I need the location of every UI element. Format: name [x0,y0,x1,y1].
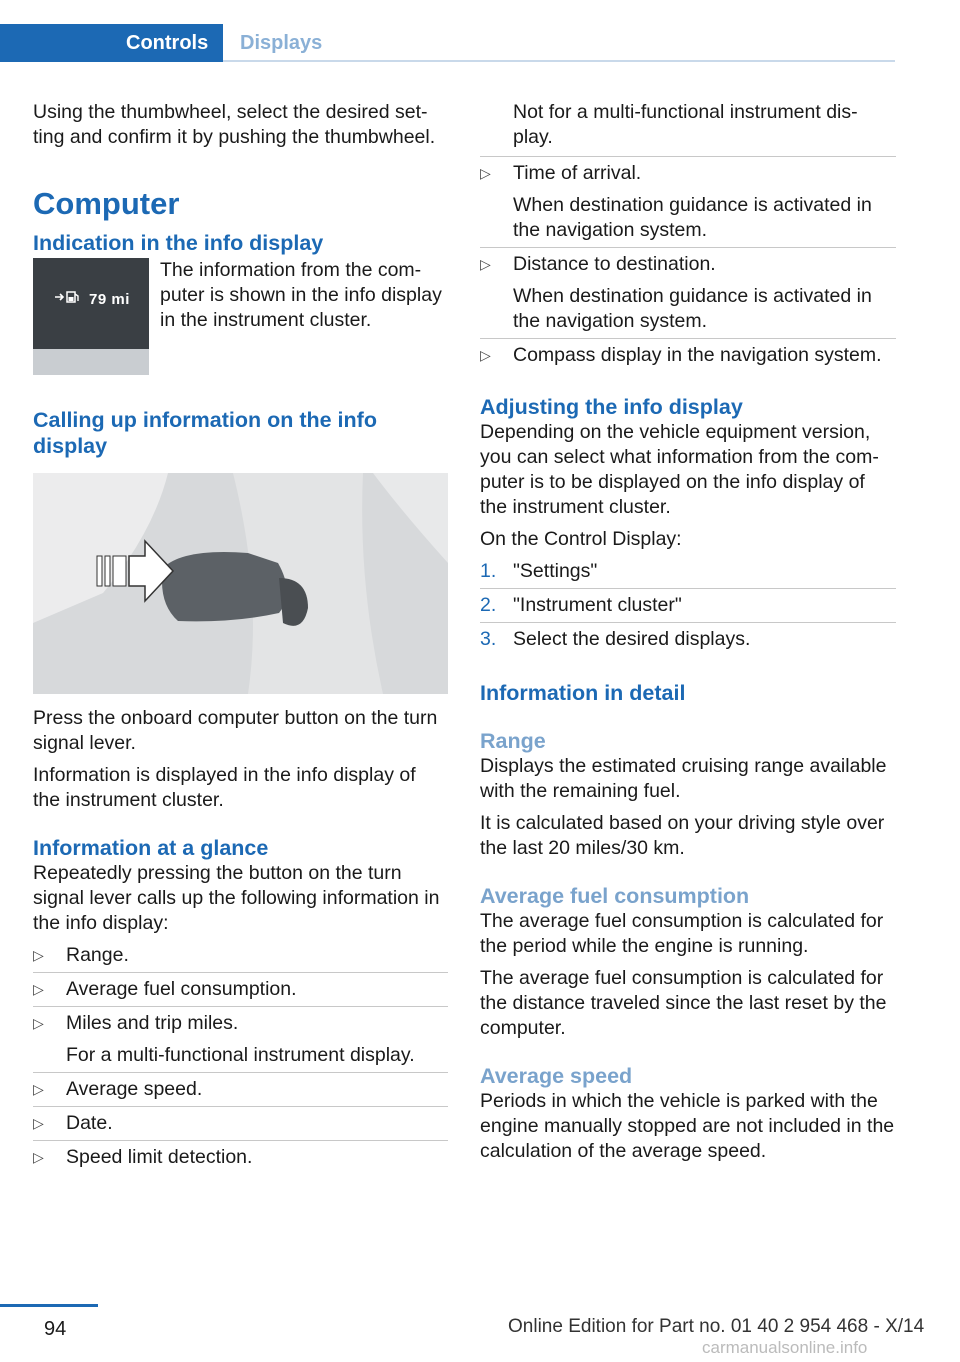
heading-range: Range [480,729,546,753]
section-tab-controls[interactable]: Controls [0,24,223,62]
page-number: 94 [44,1318,67,1340]
info-display-image [33,258,149,375]
heading-avg-speed: Average speed [480,1064,633,1088]
glance-text: Repeatedly pressing the button on the turn signal lever calls up the following information in the info display: [33,862,440,934]
adjusting-text: Depending on the vehicle equipment version, you can select what information from the com-puter is to be displayed on the info display of the instrument cluster. [480,421,879,518]
avg-speed-text: Periods in which the vehicle is parked with the engine manually stopped are not included in the calculation of the average speed. [480,1090,895,1162]
watermark: carmanualsonline.info [702,1338,868,1357]
list-item: ▷ Range. [33,939,448,973]
range-readout: 79 mi [89,291,130,308]
info-display-band [33,349,149,375]
heading-indication: Indication in the info display [33,231,324,255]
triangle-bullet-icon: ▷ [33,1115,44,1131]
list-item: ▷ Miles and trip miles. For a multi-functional instrument display. [33,1007,448,1073]
range-text-2: It is calculated based on your driving style over the last 20 miles/30 km. [480,812,885,859]
steps-list [480,555,896,656]
list-item: 3. Select the desired displays. [480,628,751,650]
list-item: ▷ Date. [33,1107,448,1141]
control-display-text: On the Control Display: [480,528,682,550]
left-column [33,100,448,1174]
heading-glance: Information at a glance [33,836,269,860]
triangle-bullet-icon: ▷ [33,1015,44,1031]
indication-text: The information from the com-puter is shown in the info display in the instrument cluster. [160,259,442,331]
list-item: ▷ Average fuel consumption. [33,973,448,1007]
triangle-bullet-icon: ▷ [33,947,44,963]
heading-detail: Information in detail [480,681,686,705]
edition-text: Online Edition for Part no. 01 40 2 954 468 - X/14 [508,1316,925,1337]
lever-drawing [33,473,448,694]
info-text: Information is displayed in the info display of the instrument cluster. [33,764,416,811]
triangle-bullet-icon: ▷ [33,981,44,997]
triangle-bullet-icon: ▷ [480,256,491,272]
avg-fuel-text-1: The average fuel consumption is calculated for the period while the engine is running. [480,910,884,957]
range-fuel-icon [54,290,84,304]
heading-calling: Calling up information on the info display [33,408,377,458]
list-item: ▷ Time of arrival. When destination guidance is activated in the navigation system. [480,157,896,248]
indication-block [33,258,448,379]
list-item: ▷ Compass display in the navigation system. [480,344,882,366]
list-item: ▷ Speed limit detection. [33,1146,253,1168]
triangle-bullet-icon: ▷ [480,347,491,363]
intro-text: Using the thumbwheel, select the desired set-ting and confirm it by pushing the thumbwheel. [33,101,436,148]
glance-list [33,939,448,1174]
press-text: Press the onboard computer button on the turn signal lever. [33,707,438,754]
heading-adjusting: Adjusting the info display [480,395,743,419]
list-item: ▷ Average speed. [33,1073,448,1107]
triangle-bullet-icon: ▷ [480,165,491,181]
glance-list-continued [480,157,896,372]
footer-rule [0,1304,98,1307]
continued-text: Not for a multi-functional instrument dis-play. [480,100,896,157]
avg-fuel-text-2: The average fuel consumption is calculated for the distance traveled since the last reset by the computer. [480,967,887,1039]
header-rule [223,60,895,62]
triangle-bullet-icon: ▷ [33,1149,44,1165]
turn-signal-lever-illustration [33,473,448,694]
page-header [0,24,895,62]
heading-computer: Computer [33,186,180,221]
list-item: 2. "Instrument cluster" [480,589,896,623]
section-tab-displays[interactable]: Displays [240,32,323,54]
triangle-bullet-icon: ▷ [33,1081,44,1097]
list-item: ▷ Distance to destination. When destination guidance is activated in the navigation system. [480,248,896,339]
right-column [480,100,896,1171]
range-text-1: Displays the estimated cruising range available with the remaining fuel. [480,755,887,802]
list-item: 1. "Settings" [480,555,896,589]
heading-avg-fuel: Average fuel consumption [480,884,750,908]
